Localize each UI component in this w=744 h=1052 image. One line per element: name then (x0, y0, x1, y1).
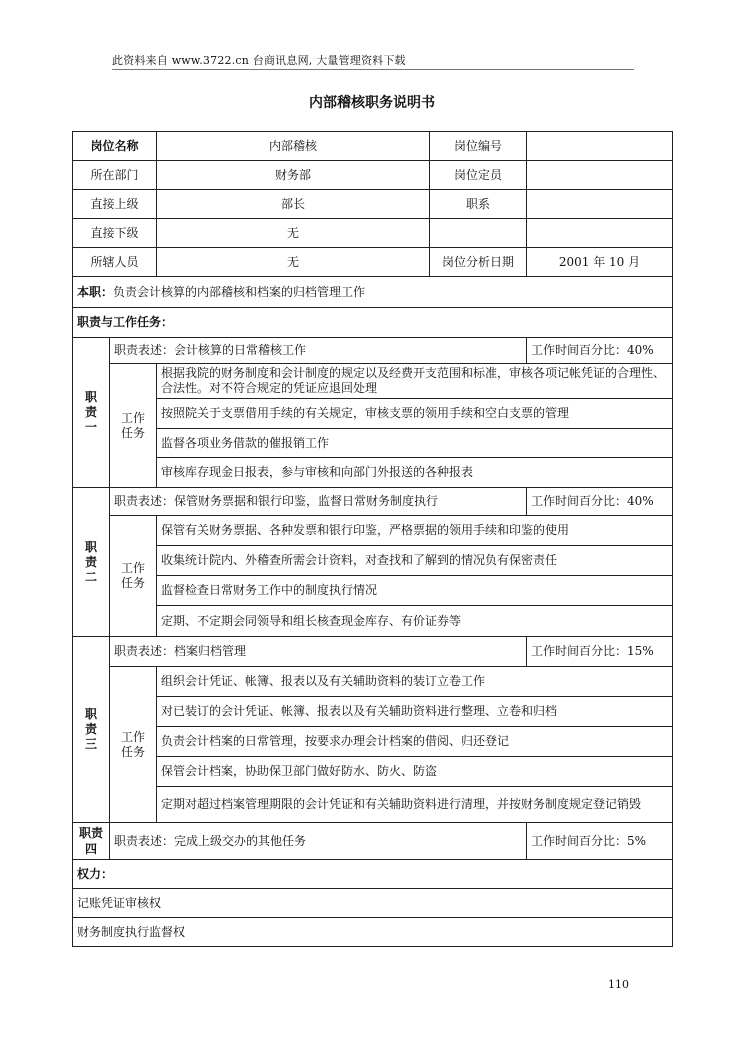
duty-2-label-char: 职 (84, 539, 97, 554)
empty-cell (430, 219, 527, 248)
department-label: 所在部门 (73, 161, 157, 190)
row-position-name (73, 132, 673, 161)
duty-1-statement-row (73, 338, 673, 364)
summary-text: 负责会计核算的内部稽核和档案的归档管理工作 (113, 284, 366, 299)
subordinate-label: 直接下级 (73, 219, 157, 248)
duty-2-task-row (73, 606, 673, 637)
duty-3-label-char: 三 (84, 737, 97, 751)
duty-2-task-3: 监督检查日常财务工作中的制度执行情况 (157, 576, 673, 606)
task-label-line: 任务 (121, 425, 146, 440)
governed-label: 所辖人员 (73, 248, 157, 277)
task-label-line: 任务 (121, 576, 146, 590)
duty-3-task-row (73, 727, 673, 757)
duty-3-task-1: 组织会计凭证、帐簿、报表以及有关辅助资料的装订立卷工作 (157, 667, 673, 697)
duty-3-time-share: 工作时间百分比：15% (527, 637, 673, 667)
task-label-line: 工作 (121, 561, 146, 575)
duty-1-task-1: 根据我院的财务制度和会计制度的规定以及经费开支范围和标准，审核各项记帐凭证的合理性、合法性。对不符合规定的凭证应退回处理 (157, 364, 673, 399)
headcount-value (527, 161, 673, 190)
duty-4-row (73, 823, 673, 860)
row-summary (73, 277, 673, 308)
headcount-label: 岗位定员 (430, 161, 527, 190)
duty-3-task-row (73, 757, 673, 787)
rank-label: 职系 (430, 190, 527, 219)
duty-1-label-char: 职 (84, 390, 97, 404)
rank-value (527, 190, 673, 219)
duty-3-task-label (110, 667, 157, 823)
duty-1-task-row (73, 458, 673, 488)
duty-1-label-char: 一 (84, 420, 97, 434)
duty-1-label (73, 338, 110, 488)
authority-item-2: 财务制度执行监督权 (73, 918, 673, 947)
job-description-table (72, 131, 673, 947)
duty-3-statement: 职责表述：档案归档管理 (110, 637, 527, 667)
position-name-value: 内部稽核 (157, 132, 430, 161)
header-divider (112, 69, 634, 70)
subordinate-value: 无 (157, 219, 430, 248)
duty-1-label-char: 责 (84, 405, 97, 419)
row-authority-item (73, 889, 673, 918)
duty-1-task-label (110, 364, 157, 488)
analysis-date-label: 岗位分析日期 (430, 248, 527, 277)
duty-3-task-row (73, 787, 673, 823)
duty-2-task-1: 保管有关财务票据、各种发票和银行印鉴，严格票据的领用手续和印鉴的使用 (157, 516, 673, 546)
row-governed (73, 248, 673, 277)
department-value: 财务部 (157, 161, 430, 190)
duty-3-label-char: 职 (84, 707, 97, 721)
duty-2-task-2: 收集统计院内、外稽查所需会计资料，对查找和了解到的情况负有保密责任 (157, 546, 673, 576)
row-department (73, 161, 673, 190)
duty-1-time-share: 工作时间百分比：40% (527, 338, 673, 364)
duty-4-label (73, 823, 110, 860)
duty-2-label-char: 二 (84, 569, 97, 584)
duty-2-label-char: 责 (84, 554, 97, 569)
duty-3-label (73, 637, 110, 823)
duty-2-task-row (73, 546, 673, 576)
duty-1-task-row (73, 429, 673, 458)
row-authority-item (73, 918, 673, 947)
position-name-label: 岗位名称 (73, 132, 157, 161)
duty-1-task-row (73, 364, 673, 399)
row-superior (73, 190, 673, 219)
duty-4-label-char: 职责 (78, 826, 103, 840)
empty-cell (527, 219, 673, 248)
duty-4-label-char: 四 (84, 842, 97, 856)
duties-heading: 职责与工作任务： (73, 308, 673, 338)
duty-3-task-row (73, 667, 673, 697)
task-label-line: 工作 (121, 729, 146, 744)
duty-2-label (73, 488, 110, 637)
page-number: 110 (608, 978, 629, 991)
duty-3-task-2: 对已装订的会计凭证、帐簿、报表以及有关辅助资料进行整理、立卷和归档 (157, 697, 673, 727)
task-label-line: 任务 (121, 744, 146, 759)
superior-value: 部长 (157, 190, 430, 219)
duty-4-time-share: 工作时间百分比：5% (527, 823, 673, 860)
summary-label: 本职： (77, 284, 114, 299)
duty-3-statement-row (73, 637, 673, 667)
summary-cell (73, 277, 673, 308)
superior-label: 直接上级 (73, 190, 157, 219)
duty-2-statement: 职责表述：保管财务票据和银行印鉴，监督日常财务制度执行 (110, 488, 527, 516)
position-code-label: 岗位编号 (430, 132, 527, 161)
duty-3-label-char: 责 (84, 722, 97, 736)
duty-3-task-row (73, 697, 673, 727)
duty-2-task-row (73, 576, 673, 606)
position-code-value (527, 132, 673, 161)
row-authority-heading (73, 860, 673, 889)
source-header-text: 此资料来自 www.3722.cn 台商讯息网, 大量管理资料下载 (112, 54, 406, 67)
duty-3-task-3: 负责会计档案的日常管理，按要求办理会计档案的借阅、归还登记 (157, 727, 673, 757)
authority-heading: 权力： (73, 860, 673, 889)
duty-2-task-4: 定期、不定期会同领导和组长核查现金库存、有价证券等 (157, 606, 673, 637)
duty-2-statement-row (73, 488, 673, 516)
duty-1-task-row (73, 399, 673, 429)
duty-1-task-4: 审核库存现金日报表，参与审核和向部门外报送的各种报表 (157, 458, 673, 488)
row-subordinate (73, 219, 673, 248)
duty-3-task-5: 定期对超过档案管理期限的会计凭证和有关辅助资料进行清理，并按财务制度规定登记销毁 (157, 787, 673, 823)
governed-value: 无 (157, 248, 430, 277)
authority-item-1: 记账凭证审核权 (73, 889, 673, 918)
duty-1-task-2: 按照院关于支票借用手续的有关规定，审核支票的领用手续和空白支票的管理 (157, 399, 673, 429)
duty-2-task-label (110, 516, 157, 637)
row-duties-heading (73, 308, 673, 338)
duty-3-task-4: 保管会计档案，协助保卫部门做好防水、防火、防盗 (157, 757, 673, 787)
duty-2-task-row (73, 516, 673, 546)
document-title: 内部稽核职务说明书 (309, 95, 435, 111)
duty-2-time-share: 工作时间百分比：40% (527, 488, 673, 516)
duty-1-statement: 职责表述：会计核算的日常稽核工作 (110, 338, 527, 364)
analysis-date-value: 2001 年 10 月 (527, 248, 673, 277)
duty-1-task-3: 监督各项业务借款的催报销工作 (157, 429, 673, 458)
task-label-line: 工作 (121, 410, 146, 425)
duty-4-statement: 职责表述：完成上级交办的其他任务 (110, 823, 527, 860)
